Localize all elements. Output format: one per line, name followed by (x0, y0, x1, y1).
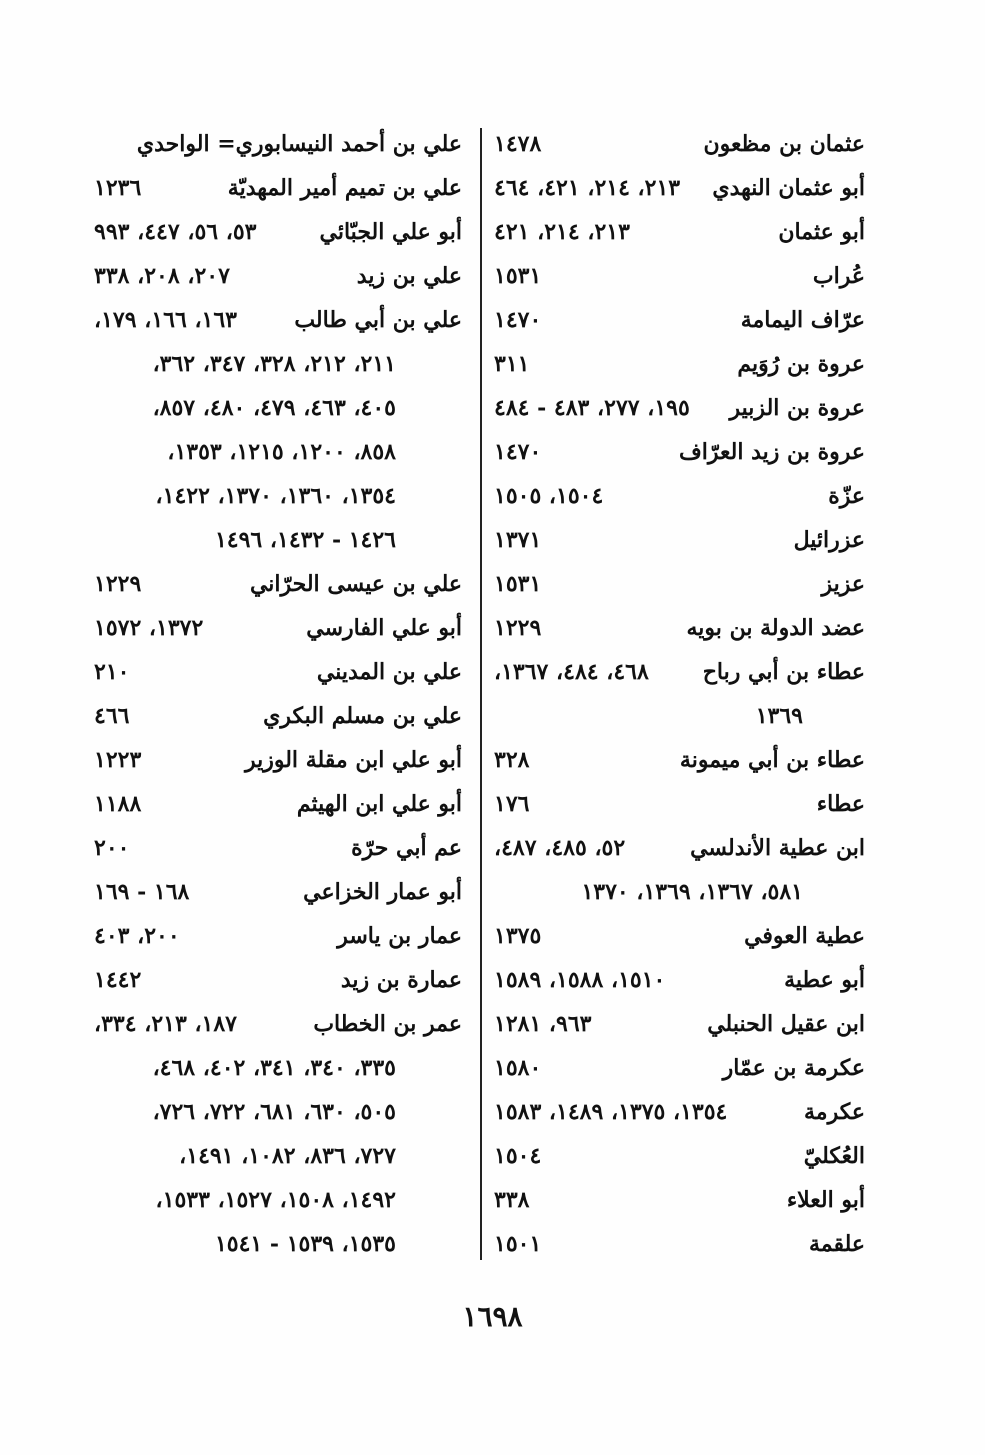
entry-pages: ٣١١ (494, 351, 530, 377)
entry-name: عضد الدولة بن بويه (686, 615, 865, 641)
entry-name: عروة بن رُوَيم (737, 351, 865, 377)
entry-pages: ١٨٧، ٢١٣، ٣٣٤، (94, 1011, 237, 1037)
index-entry-continuation (70, 430, 462, 474)
index-entry-continuation (70, 1222, 462, 1266)
entry-pages: ٢١٣، ٢١٤، ٤٢١ (494, 219, 630, 245)
entry-pages: ١٥٣١ (494, 571, 542, 597)
index-entry-continuation (70, 386, 462, 430)
entry-name: عُراب (812, 263, 865, 289)
index-entry (70, 562, 462, 606)
entry-name: عكرمة (804, 1099, 865, 1125)
index-entry (70, 694, 462, 738)
entry-pages: ١٣٧٥ (494, 923, 542, 949)
entry-pages: ٢١١، ٢١٢، ٣٢٨، ٣٤٧، ٣٦٢، (152, 351, 396, 377)
index-entry (470, 914, 865, 958)
entry-pages: ٣٣٨ (494, 1187, 530, 1213)
entry-pages: ١١٨٨ (94, 791, 142, 817)
entry-pages: ١٤٩٢، ١٥٠٨، ١٥٢٧، ١٥٣٣، (155, 1187, 396, 1213)
entry-pages: ١٦٣، ١٦٦، ١٧٩، (94, 307, 237, 333)
entry-name: العُكليّ (803, 1143, 865, 1169)
index-entry (70, 122, 462, 166)
entry-pages: ١٥٨٠ (494, 1055, 542, 1081)
index-entry-continuation (70, 1134, 462, 1178)
index-entry-continuation (70, 1090, 462, 1134)
entry-pages: ٥٣، ٥٦، ٤٤٧، ٩٩٣ (94, 219, 257, 245)
entry-pages: ٥٨١، ١٣٦٧، ١٣٦٩، ١٣٧٠ (581, 879, 803, 905)
entry-pages: ١٩٥، ٢٧٧، ٤٨٣ - ٤٨٤ (494, 395, 690, 421)
index-entry (470, 826, 865, 870)
index-entry (470, 430, 865, 474)
entry-pages: ٧٢٧، ٨٣٦، ١٠٨٢، ١٤٩١، (179, 1143, 396, 1169)
entry-name: أبو علي الجبّائي (319, 219, 462, 245)
index-entry (70, 650, 462, 694)
index-entry-continuation (70, 474, 462, 518)
index-entry (70, 606, 462, 650)
index-entry (470, 738, 865, 782)
entry-pages: ١٤٤٢ (94, 967, 142, 993)
index-entry (470, 166, 865, 210)
entry-name: علي بن عيسى الحرّاني (249, 571, 462, 597)
entry-name: عرّاف اليمامة (740, 307, 865, 333)
index-entry (470, 342, 865, 386)
index-entry (70, 782, 462, 826)
entry-name: أبو العلاء (786, 1187, 865, 1213)
index-entry (70, 826, 462, 870)
index-column-right (470, 122, 865, 1266)
entry-name: عطاء (816, 791, 865, 817)
index-entry (470, 958, 865, 1002)
index-entry (70, 1002, 462, 1046)
entry-name: عطية العوفي (744, 923, 865, 949)
index-entry (470, 518, 865, 562)
index-entry (470, 1134, 865, 1178)
entry-name: أبو عمار الخزاعي (303, 879, 462, 905)
entry-pages: ٩٦٣، ١٢٨١ (494, 1011, 592, 1037)
entry-pages: ١٢٢٣ (94, 747, 142, 773)
index-column-left (70, 122, 462, 1266)
entry-pages: ١٥٠٤، ١٥٠٥ (494, 483, 604, 509)
entry-name: أبو علي ابن مقلة الوزير (244, 747, 462, 773)
entry-pages: ٢١٣، ٢١٤، ٤٢١، ٤٦٤ (494, 175, 681, 201)
entry-pages: ١٣٧١ (494, 527, 542, 553)
entry-pages: ٢٠٧، ٢٠٨، ٣٣٨ (94, 263, 230, 289)
entry-pages: ٢٠٠، ٤٠٣ (94, 923, 180, 949)
index-entry (70, 870, 462, 914)
index-entry (470, 122, 865, 166)
index-entry (470, 562, 865, 606)
index-entry-continuation (470, 694, 865, 738)
entry-name: علقمة (808, 1231, 865, 1257)
entry-pages: ١٦٨ - ١٦٩ (94, 879, 190, 905)
entry-name: علي بن أبي طالب (294, 307, 462, 333)
index-entry-continuation (70, 518, 462, 562)
entry-pages: ٢١٠ (94, 659, 130, 685)
index-entry-continuation (70, 342, 462, 386)
index-entry (70, 166, 462, 210)
entry-name: ابن عقيل الحنبلي (707, 1011, 865, 1037)
index-entry (470, 1002, 865, 1046)
entry-name: ابن عطية الأندلسي (690, 835, 865, 861)
entry-pages: ٤٦٨، ٤٨٤، ١٣٦٧، (494, 659, 649, 685)
index-entry (470, 1178, 865, 1222)
entry-name: علي بن أحمد النيسابوري= الواحدي (136, 131, 462, 157)
index-entry (70, 914, 462, 958)
entry-name: عثمان بن مظعون (703, 131, 865, 157)
index-entry (470, 386, 865, 430)
entry-pages: ٨٥٨، ١٢٠٠، ١٢١٥، ١٣٥٣، (167, 439, 396, 465)
entry-pages: ١٤٢٦ - ١٤٣٢، ١٤٩٦ (214, 527, 396, 553)
entry-pages: ١٥٠٤ (494, 1143, 542, 1169)
entry-name: عطاء بن أبي ميمونة (679, 747, 865, 773)
index-entry (470, 210, 865, 254)
entry-name: علي بن المديني (316, 659, 462, 685)
entry-name: عزيز (821, 571, 865, 597)
entry-pages: ١٥٣٥، ١٥٣٩ - ١٥٤١ (214, 1231, 396, 1257)
index-entry (470, 650, 865, 694)
index-entry (70, 298, 462, 342)
entry-name: عمار بن ياسر (337, 923, 462, 949)
entry-name: أبو علي ابن الهيثم (296, 791, 462, 817)
index-entry (470, 474, 865, 518)
entry-name: أبو عثمان النهدي (712, 175, 865, 201)
entry-name: عمارة بن زيد (340, 967, 462, 993)
entry-pages: ١٤٧٠ (494, 307, 542, 333)
index-entry (470, 298, 865, 342)
entry-name: عمر بن الخطاب (313, 1011, 462, 1037)
index-entry (470, 1090, 865, 1134)
entry-name: أبو عطية (784, 967, 865, 993)
entry-pages: ٣٣٥، ٣٤٠، ٣٤١، ٤٠٢، ٤٦٨، (152, 1055, 396, 1081)
index-entry (470, 254, 865, 298)
entry-name: عطاء بن أبي رباح (702, 659, 865, 685)
entry-pages: ٤٠٥، ٤٦٣، ٤٧٩، ٤٨٠، ٨٥٧، (152, 395, 396, 421)
entry-pages: ١٢٢٩ (94, 571, 142, 597)
entry-pages: ٤٦٦ (94, 703, 130, 729)
index-entry (70, 210, 462, 254)
entry-pages: ١٧٦ (494, 791, 530, 817)
entry-pages: ١٤٧٨ (494, 131, 542, 157)
entry-name: عم أبي حرّة (351, 835, 462, 861)
index-entry-continuation (470, 870, 865, 914)
index-entry (470, 782, 865, 826)
index-entry (70, 254, 462, 298)
index-entry (470, 1222, 865, 1266)
index-entry (470, 1046, 865, 1090)
index-entry-continuation (70, 1046, 462, 1090)
column-divider (480, 128, 482, 1260)
entry-name: عزرائيل (793, 527, 865, 553)
entry-name: عزّة (828, 483, 865, 509)
entry-name: أبو عثمان (778, 219, 865, 245)
entry-pages: ٣٢٨ (494, 747, 530, 773)
entry-pages: ٢٠٠ (94, 835, 130, 861)
entry-pages: ١٣٥٤، ١٣٧٥، ١٤٨٩، ١٥٨٣ (494, 1099, 728, 1125)
entry-pages: ٥٠٥، ٦٣٠، ٦٨١، ٧٢٢، ٧٢٦، (152, 1099, 396, 1125)
entry-pages: ١٢٣٦ (94, 175, 142, 201)
entry-pages: ١٣٧٢، ١٥٧٢ (94, 615, 204, 641)
entry-pages: ١٥٠١ (494, 1231, 542, 1257)
entry-name: عروة بن الزبير (729, 395, 865, 421)
entry-pages: ١٥٣١ (494, 263, 542, 289)
entry-pages: ٥٢، ٤٨٥، ٤٨٧، (494, 835, 626, 861)
index-entry (70, 738, 462, 782)
entry-name: عكرمة بن عمّار (722, 1055, 865, 1081)
entry-pages: ١٣٦٩ (755, 703, 803, 729)
entry-pages: ١٣٥٤، ١٣٦٠، ١٣٧٠، ١٤٢٢، (155, 483, 396, 509)
entry-pages: ١٥١٠، ١٥٨٨، ١٥٨٩ (494, 967, 666, 993)
entry-name: علي بن تميم أمير المهديّة (227, 175, 462, 201)
entry-name: عروة بن زيد العرّاف (678, 439, 865, 465)
entry-pages: ١٢٢٩ (494, 615, 542, 641)
entry-name: أبو علي الفارسي (306, 615, 462, 641)
entry-name: علي بن مسلم البكري (263, 703, 462, 729)
index-entry (70, 958, 462, 1002)
index-entry-continuation (70, 1178, 462, 1222)
page-number: ١٦٩٨ (462, 1300, 523, 1333)
entry-pages: ١٤٧٠ (494, 439, 542, 465)
entry-name: علي بن زيد (356, 263, 462, 289)
index-entry (470, 606, 865, 650)
